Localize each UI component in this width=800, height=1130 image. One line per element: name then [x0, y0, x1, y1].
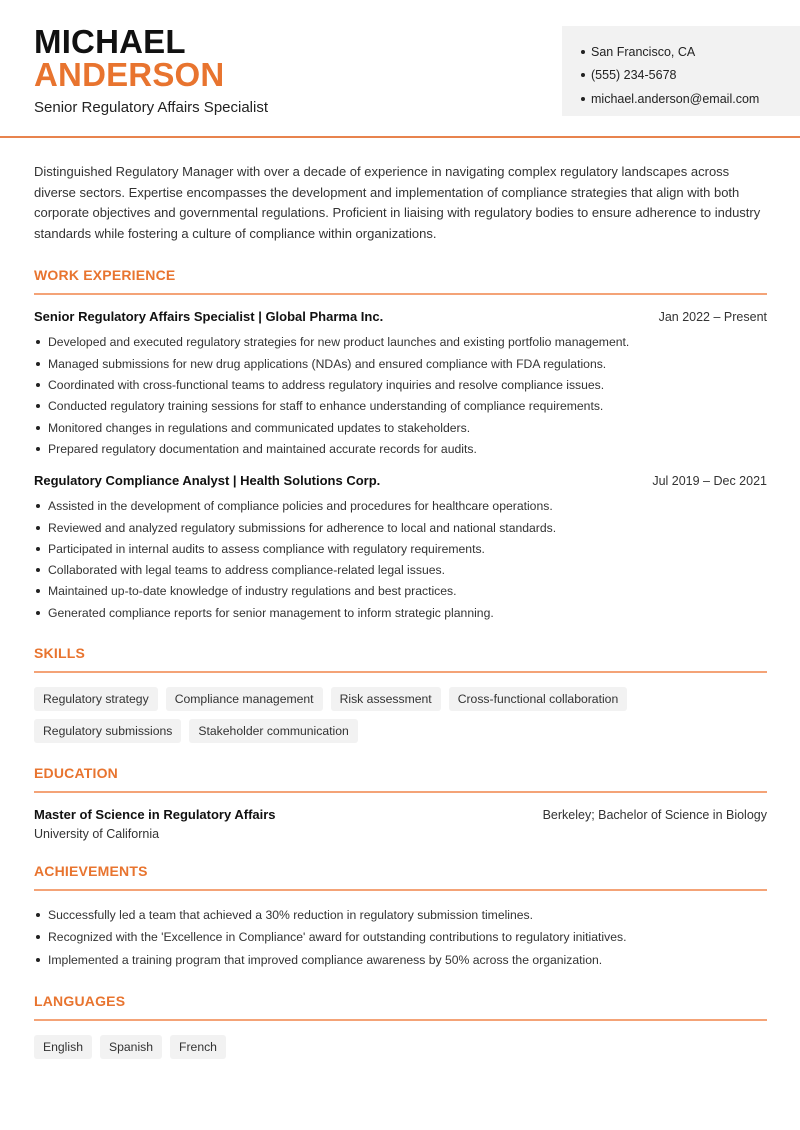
job-entry: [34, 309, 767, 460]
list-item: Developed and executed regulatory strategies for new product launches and existing portfolio management.: [34, 332, 767, 353]
section-title-education: EDUCATION: [34, 765, 767, 793]
job-entry: [34, 473, 767, 624]
skill-chip: Stakeholder communication: [189, 719, 357, 743]
resume-content: [34, 162, 767, 1059]
skill-chip: Compliance management: [166, 687, 323, 711]
resume-header: [0, 0, 800, 138]
last-name: ANDERSON: [34, 56, 225, 93]
job-dates: Jul 2019 – Dec 2021: [652, 473, 767, 488]
skill-chip: Risk assessment: [331, 687, 441, 711]
list-item: Successfully led a team that achieved a 30% reduction in regulatory submission timelines.: [34, 903, 767, 926]
education-school: University of California: [34, 827, 160, 842]
list-item: Participated in internal audits to assess compliance with regulatory requirements.: [34, 538, 767, 559]
section-title-skills: SKILLS: [34, 645, 767, 673]
bullet-icon: [581, 73, 585, 77]
bullet-icon: [581, 97, 585, 101]
list-item: Collaborated with legal teams to address compliance-related legal issues.: [34, 559, 767, 580]
work-list: [34, 309, 767, 624]
list-item: Recognized with the 'Excellence in Compliance' award for outstanding contributions to regulatory initiatives.: [34, 926, 767, 949]
job-title: Senior Regulatory Affairs Specialist: [34, 99, 269, 116]
list-item: Reviewed and analyzed regulatory submissions for adherence to local and national standards.: [34, 517, 767, 538]
contact-box: [562, 26, 800, 116]
bullet-icon: [581, 50, 585, 54]
list-item: Maintained up-to-date knowledge of industry regulations and best practices.: [34, 581, 767, 602]
job-bullets: [34, 496, 767, 624]
bullet-icon: [36, 589, 40, 593]
bullet-icon: [36, 913, 40, 917]
job-role: Regulatory Compliance Analyst | Health Solutions Corp.: [34, 472, 381, 488]
bullet-icon: [36, 426, 40, 430]
education-entry: [34, 807, 767, 841]
list-item: Monitored changes in regulations and communicated updates to stakeholders.: [34, 417, 767, 438]
language-chip: French: [170, 1035, 226, 1059]
list-item: Prepared regulatory documentation and maintained accurate records for audits.: [34, 438, 767, 459]
summary: Distinguished Regulatory Manager with over a decade of experience in navigating complex regulatory landscapes across diverse sectors. Expertise encompasses the development and implementation of compliance strategies that align with both corporate objectives and governmental regulations. Proficient in liaising with regulatory bodies to ensure adherence to industry standards while fostering a culture of compliance within organizations.: [34, 164, 761, 242]
bullet-icon: [36, 447, 40, 451]
bullet-icon: [36, 611, 40, 615]
bullet-icon: [36, 340, 40, 344]
skill-chip: Cross-functional collaboration: [449, 687, 628, 711]
bullet-icon: [36, 547, 40, 551]
bullet-icon: [36, 404, 40, 408]
language-chip: English: [34, 1035, 92, 1059]
list-item: Conducted regulatory training sessions for staff to enhance understanding of compliance requirements.: [34, 396, 767, 417]
bullet-icon: [36, 568, 40, 572]
skill-chip: Regulatory strategy: [34, 687, 158, 711]
list-item: Generated compliance reports for senior management to inform strategic planning.: [34, 602, 767, 623]
section-title-work: WORK EXPERIENCE: [34, 267, 767, 295]
skill-chip: Regulatory submissions: [34, 719, 181, 743]
bullet-icon: [36, 958, 40, 962]
contact-email: michael.anderson@email.com: [581, 87, 800, 111]
section-title-achievements: ACHIEVEMENTS: [34, 863, 767, 891]
contact-phone: (555) 234-5678: [581, 64, 800, 88]
contact-location: San Francisco, CA: [581, 40, 800, 64]
language-chip: Spanish: [100, 1035, 162, 1059]
skills-list: [34, 687, 767, 743]
education-detail: Berkeley; Bachelor of Science in Biology: [542, 808, 767, 823]
bullet-icon: [36, 504, 40, 508]
achievements-list: [34, 903, 767, 971]
first-name: MICHAEL: [34, 23, 186, 60]
list-item: Managed submissions for new drug applications (NDAs) and ensured compliance with FDA regulations.: [34, 353, 767, 374]
education-degree: Master of Science in Regulatory Affairs: [34, 807, 276, 823]
job-bullets: [34, 332, 767, 460]
job-role: Senior Regulatory Affairs Specialist | Global Pharma Inc.: [34, 308, 384, 324]
job-dates: Jan 2022 – Present: [658, 309, 767, 324]
section-title-languages: LANGUAGES: [34, 993, 767, 1021]
list-item: Coordinated with cross-functional teams to address regulatory inquiries and resolve compliance issues.: [34, 374, 767, 395]
bullet-icon: [36, 362, 40, 366]
list-item: Implemented a training program that improved compliance awareness by 50% across the organization.: [34, 948, 767, 971]
languages-list: [34, 1035, 767, 1059]
bullet-icon: [36, 383, 40, 387]
bullet-icon: [36, 935, 40, 939]
bullet-icon: [36, 526, 40, 530]
list-item: Assisted in the development of compliance policies and procedures for healthcare operations.: [34, 496, 767, 517]
